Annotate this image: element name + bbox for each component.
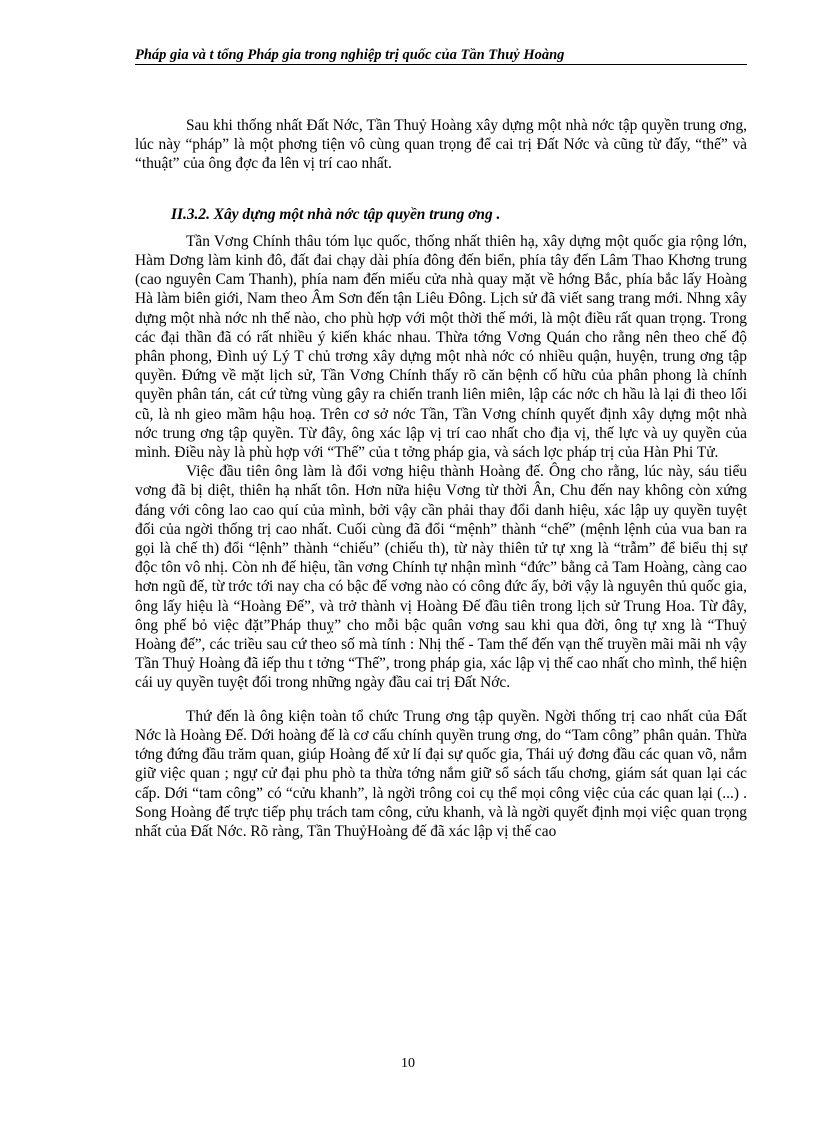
running-header: Pháp gia và t tổng Pháp gia trong nghiệp trị quốc của Tần Thuỷ Hoàng <box>135 47 565 63</box>
page-number: 10 <box>401 1056 415 1071</box>
body-paragraph: Thứ đến là ông kiện toàn tổ chức Trung ơng tập quyền. Ngời thống trị cao nhất của Đất Nớc là Hoàng Đế. Dới hoàng đế là cơ cấu chính quyền trung ơng, do “Tam công” phân quản. Thừa tớng đứng đầu trăm quan, giúp Hoàng đế xử lí đại sự quốc gia, Thái uý đơng đầu các quan võ, nắm giữ việc quan ; ngự cử đại phu phò ta thừa tớng nắm giữ sổ sách tấu chơng, giám sát quan lại các cấp. Dới “tam công” có “cửu khanh”, là ngời trông coi cụ thể mọi công việc của các quan lại (...) . Song Hoàng đế trực tiếp phụ trách tam công, cửu khanh, và là ngời quyết định mọi việc quan trọng nhất của Đất Nớc. Rõ ràng, Tần ThuỷHoàng đế đã xác lập vị thế cao <box>135 707 747 840</box>
body-paragraph: Tần Vơng Chính thâu tóm lục quốc, thống nhất thiên hạ, xây dựng một quốc gia rộng lớn, Hàm Dơng làm kinh đô, đất đai chạy dài phía đông đến biển, phía tây đến Lâm Thao Khơng trung (cao nguyên Cam Thanh), phía nam đến miếu cửa nhà quay mặt về hớng Bắc, phía bắc lấy Hoàng Hà làm biên giới, Nam theo Âm Sơn đến tận Liêu Đông. Lịch sử đã viết sang trang mới. Nhng xây dựng một nhà nớc nh thế nào, cho phù hợp với một thời thế mới, là một điều rất quan trọng. Trong các đại thần đã có rất nhiều ý kiến khác nhau. Thừa tớng Vơng Quán cho rằng nên theo chế độ phân phong, Đình uý Lý T chủ trơng xây dựng một nhà nớc có nhiều quận, huyện, trung ơng tập quyền. Đứng về mặt lịch sử, Tần Vơng Chính thấy rõ căn bệnh cố hữu của phân phong là chính quyền phân tán, cát cứ từng vùng gây ra chiến tranh liên miên, lập các nớc ch hầu là lại đi theo lối cũ, là nh gieo mầm hậu hoạ. Trên cơ sở nớc Tần, Tần Vơng chính quyết định xây dựng một nhà nớc trung ơng tập quyền. Từ đây, ông xác lập vị trí cao nhất cho địa vị, thế lực và uy quyền của mình. Điều này là phù hợp với “Thế” của t tởng pháp gia, và sách lợc pháp trị của Hàn Phi Tử. <box>135 232 747 462</box>
section-heading: II.3.2. Xây dựng một nhà nớc tập quyền trung ơng . <box>171 205 501 223</box>
header-rule <box>135 64 747 65</box>
intro-paragraph: Sau khi thống nhất Đất Nớc, Tần Thuỷ Hoàng xây dựng một nhà nớc tập quyền trung ơng, lúc này “pháp” là một phơng tiện vô cùng quan trọng để cai trị Đất Nớc và cũng từ đấy, “thế” và “thuật” của ông đợc đa lên vị trí cao nhất. <box>135 117 747 173</box>
body-paragraph: Việc đầu tiên ông làm là đổi vơng hiệu thành Hoàng đế. Ông cho rằng, lúc này, sáu tiểu vơng đã bị diệt, thiên hạ nhất tôn. Hơn nữa hiệu Vơng từ thời Ân, Chu đến nay không còn xứng đáng với công lao cao quí của mình, bởi vậy cần phải thay đổi danh hiệu, xác lập uy quyền tuyệt đối của ngời thống trị cao nhất. Cuối cùng đã đổi “mệnh” thành “chế” (mệnh lệnh của vua ban ra gọi là chế th) đổi “lệnh” thành “chiếu” (chiếu th), từ này thiên tử tự xng là “trẫm” để biểu thị sự độc tôn vô nhị. Còn nh đế hiệu, tần vơng Chính tự nhận mình “đức” bằng cả Tam Hoàng, càng cao hơn ngũ đế, từ trớc tới nay cha có bậc đế vơng nào có công đức ấy, bởi vậy là nguyên thủ quốc gia, ông lấy hiệu là “Hoàng Đế”, và trở thành vị Hoàng Đế đầu tiên trong lịch sử Trung Hoa. Từ đây, ông phế bỏ việc đặt”Pháp thuỵ” cho mỗi bậc quân vơng sau khi qua đời, ông tự xng là “Thuỷ Hoàng đế”, các triều sau cứ theo số mà tính : Nhị thế - Tam thế đến vạn thế truyền mãi mãi nh vậy Tần Thuỷ Hoàng đã iếp thu t tởng “Thế”, trong pháp gia, xác lập vị thế cao nhất cho mình, thể hiện cái uy quyền tuyệt đối trong những ngày đầu cai trị Đất Nớc. <box>135 463 747 692</box>
page-body <box>135 116 747 841</box>
